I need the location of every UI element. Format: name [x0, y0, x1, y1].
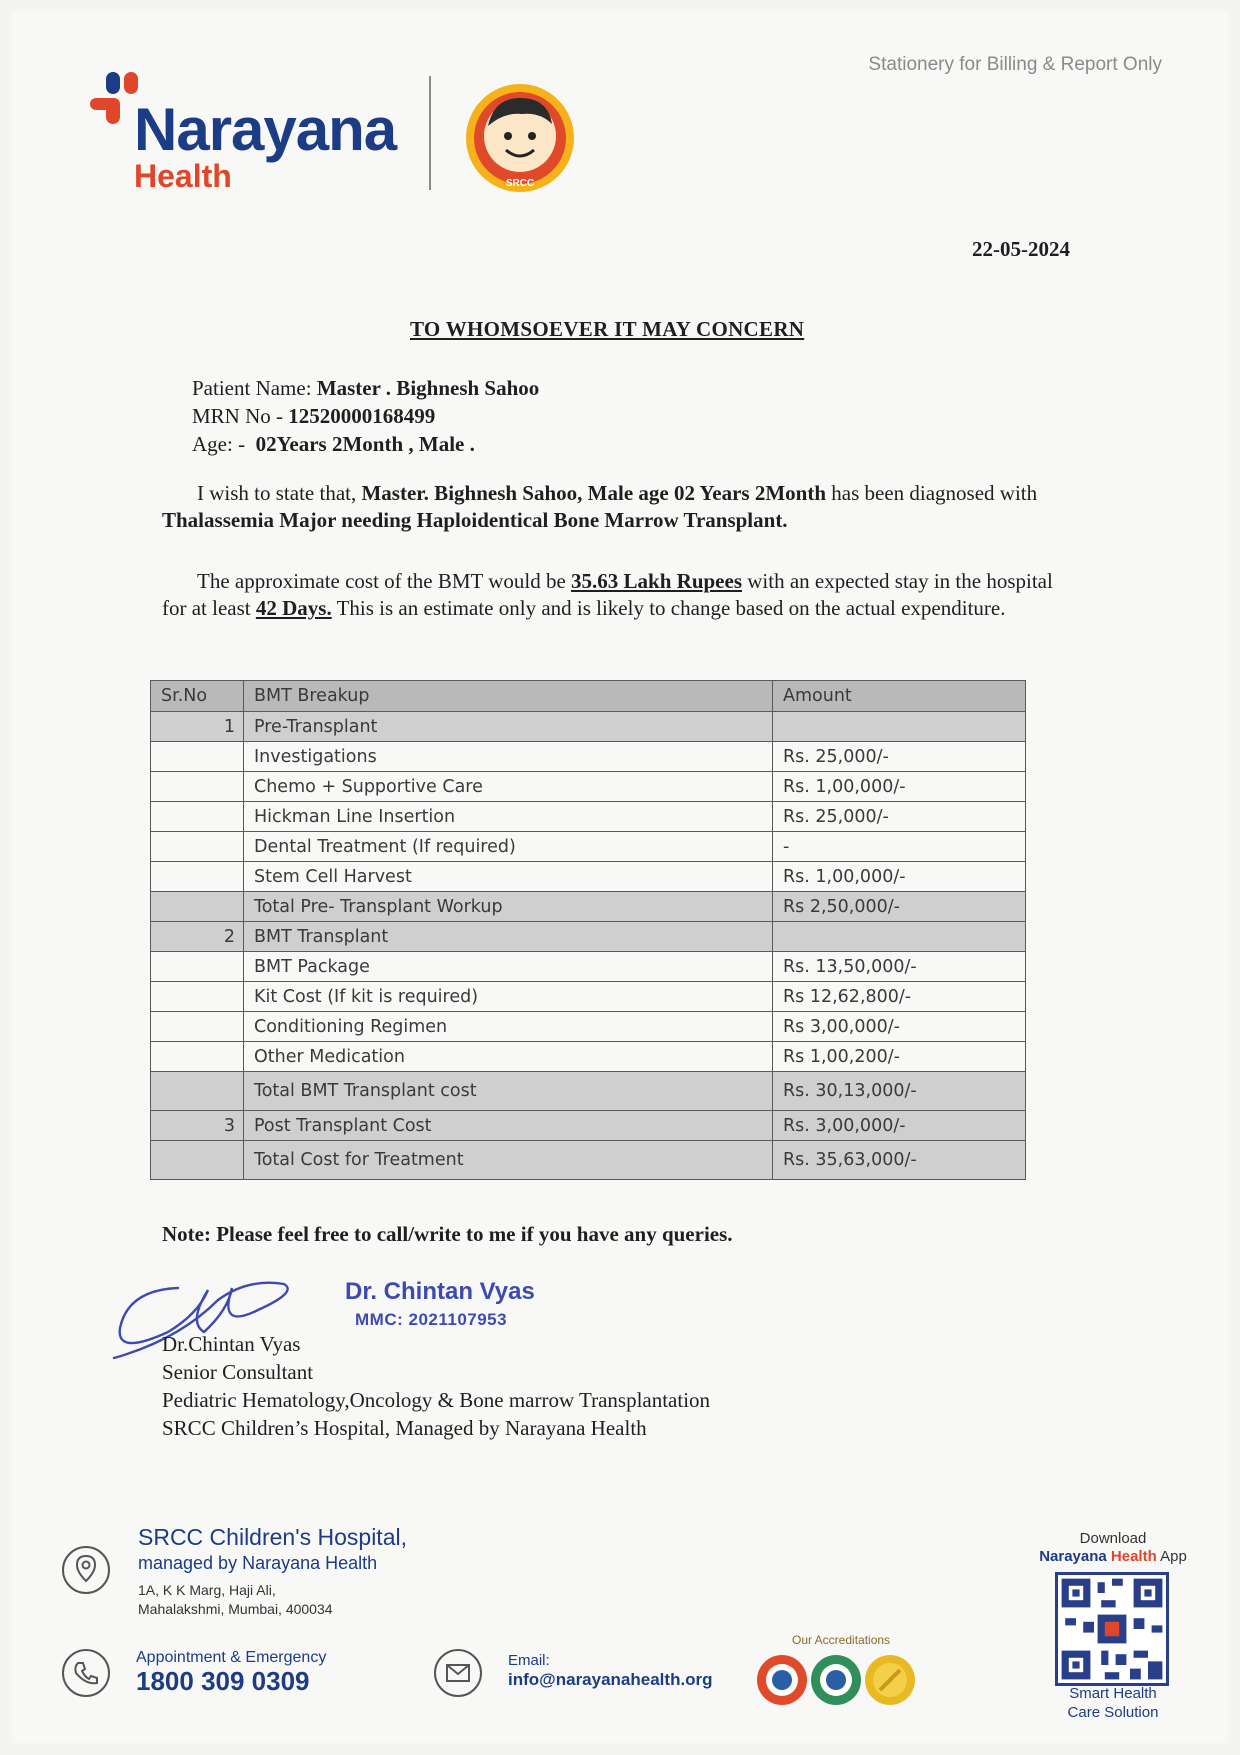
table-row: Chemo + Supportive Care Rs. 1,00,000/-: [151, 772, 1026, 802]
stationery-note: Stationery for Billing & Report Only: [868, 54, 1162, 75]
srcc-badge-text: SRCC: [505, 178, 535, 189]
patient-info: [192, 374, 539, 458]
diagnosis-paragraph: I wish to state that, Master. Bighnesh Sahoo, Male age 02 Years 2Month has been diagnosed with Thalassemia Major needing Haploidentical Bone Marrow Transplant.: [162, 481, 1038, 532]
footer-email-link[interactable]: info@narayanahealth.org: [508, 1670, 713, 1689]
table-row: Other Medication Rs 1,00,200/-: [151, 1042, 1026, 1072]
app-tagline: Smart Health Care Solution: [1067, 1685, 1159, 1721]
col-header-breakup: BMT Breakup: [244, 681, 773, 712]
phone-icon: [62, 1649, 110, 1697]
table-row: Investigations Rs. 25,000/-: [151, 742, 1026, 772]
brand-subtitle: Health: [134, 158, 232, 194]
letter-heading: TO WHOMSOEVER IT MAY CONCERN: [410, 317, 805, 341]
table-row: Kit Cost (If kit is required) Rs 12,62,800/-: [151, 982, 1026, 1012]
footer-hospital-name: SRCC Children's Hospital,: [138, 1524, 407, 1550]
footer-email-label: Email:: [508, 1652, 550, 1669]
stamp-doctor-name: Dr. Chintan Vyas: [345, 1278, 535, 1305]
cost-total-highlight: 35.63 Lakh Rupees: [571, 569, 742, 593]
signatory-hospital: SRCC Children’s Hospital, Managed by Narayana Health: [162, 1416, 647, 1440]
table-row: BMT Package Rs. 13,50,000/-: [151, 952, 1026, 982]
col-header-srno: Sr.No: [151, 681, 244, 712]
table-row: 2 BMT Transplant: [151, 922, 1026, 952]
cost-paragraph: The approximate cost of the BMT would be 35.63 Lakh Rupees with an expected stay in the hospital for at least 42 Days. This is an estimate only and is likely to change based on the actual expenditure.: [162, 569, 1053, 620]
footer-appointment-label: Appointment & Emergency: [136, 1649, 327, 1666]
table-header-row: [151, 681, 1026, 712]
footer-phone-number[interactable]: 1800 309 0309: [136, 1666, 310, 1696]
patient-name-line: Patient Name: Master . Bighnesh Sahoo: [192, 376, 540, 400]
location-pin-icon: [62, 1546, 110, 1594]
signatory-name: Dr.Chintan Vyas: [162, 1332, 301, 1356]
bmt-cost-table: [150, 680, 1026, 1180]
table-row-subtotal: Total BMT Transplant cost Rs. 30,13,000/-: [151, 1072, 1026, 1111]
header-divider: [429, 76, 431, 190]
accreditation-seals-icon: [754, 1652, 918, 1708]
mrn-number: 12520000168499: [288, 404, 436, 428]
table-row: Dental Treatment (If required) -: [151, 832, 1026, 862]
email-icon: [434, 1649, 482, 1697]
stamp-mmc-number: MMC: 2021107953: [355, 1310, 508, 1329]
footer-address: 1A, K K Marg, Haji Ali, Mahalakshmi, Mumbai, 400034: [138, 1582, 333, 1617]
signatory-block: [162, 1330, 710, 1442]
accreditations-label: Our Accreditations: [792, 1633, 891, 1647]
app-download-label: Download Narayana Health App: [1028, 1530, 1198, 1566]
mrn-line: MRN No - 12520000168499: [192, 404, 436, 428]
table-row-grand-total: Total Cost for Treatment Rs. 35,63,000/-: [151, 1141, 1026, 1180]
stay-days-highlight: 42 Days.: [255, 596, 332, 620]
letter-date: 22-05-2024: [972, 237, 1070, 261]
col-header-amount: Amount: [773, 681, 1026, 712]
brand-name: Narayana: [134, 96, 397, 163]
patient-age: 02Years 2Month , Male .: [255, 432, 475, 456]
table-row: 3 Post Transplant Cost Rs. 3,00,000/-: [151, 1111, 1026, 1141]
age-line: Age: - 02Years 2Month , Male .: [192, 432, 475, 456]
signatory-department: Pediatric Hematology,Oncology & Bone marrow Transplantation: [162, 1388, 711, 1412]
queries-note: Note: Please feel free to call/write to me if you have any queries.: [162, 1222, 733, 1246]
table-row-subtotal: Total Pre- Transplant Workup Rs 2,50,000/-: [151, 892, 1026, 922]
letter-sheet: [12, 12, 1228, 1743]
app-name: Narayana Health App: [1039, 1548, 1187, 1565]
table-row: Stem Cell Harvest Rs. 1,00,000/-: [151, 862, 1026, 892]
srcc-logo-icon: [464, 82, 576, 194]
footer-managed-by: managed by Narayana Health: [138, 1553, 378, 1573]
patient-name: Master . Bighnesh Sahoo: [316, 376, 540, 400]
table-row: Hickman Line Insertion Rs. 25,000/-: [151, 802, 1026, 832]
table-row: 1 Pre-Transplant: [151, 712, 1026, 742]
app-qr-code-icon[interactable]: [1055, 1572, 1169, 1686]
signatory-title: Senior Consultant: [162, 1360, 314, 1384]
table-row: Conditioning Regimen Rs 3,00,000/-: [151, 1012, 1026, 1042]
